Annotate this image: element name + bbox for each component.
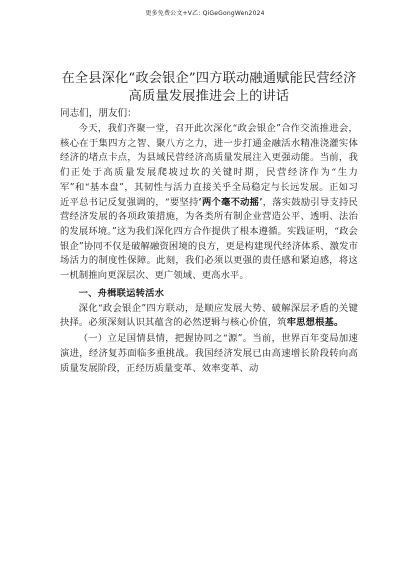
section-heading: 一、舟楫联运转活水 [78, 287, 165, 299]
salutation: 同志们，朋友们： [60, 108, 137, 119]
subsection-paragraph: （一）立足国情县情，把握协同之“源”。当前，世界百年变局加速演进，经济复苏面临多重挑战。我国经济发展已由高速增长阶段转向高质量发展阶段，正经历质量变革、效率变革、动 [60, 333, 358, 374]
header-note: 更多免费公文+V乙: QiGeGongWen2024 [145, 10, 265, 17]
document-title: 在全县深化“政会银企”四方联动融通赋能民营经济高质量发展推进会上的讲话 [61, 71, 357, 104]
intro-text-after: ，落实鼓励引导支持民营经济发展的各项政策措施，为各类所有制企业营造公平、透明、法治的发展环境。”这为我们深化四方合作提供了根本遵循。实践证明，“政会银企”协同不仅是破解融资困境的良方，更是构建现代经济体系、激发市场活力的制度性保障。此刻，我们必须以更强的责任感和紧迫感，将这一机制推向更深层次、更广领域、更高水平。 [60, 196, 359, 282]
intro-bold-phrase: ‘两个毫不动摇’ [198, 196, 263, 208]
section-paragraph [60, 302, 358, 331]
document-page [60, 70, 358, 376]
intro-paragraph [60, 122, 358, 284]
section-text-before: 深化“政会银企”四方联动，是顺应发展大势、破解深层矛盾的关键抉择。必须深刻认识其蕴含的必然逻辑与核心价值，筑 [60, 302, 358, 329]
intro-text-before: 今天，我们齐聚一堂，召开此次深化“政会银企”合作交流推进会，核心在于集四方之智、聚八方之力，进一步打通金融活水精准浇灌实体经济的堵点卡点，为县域民营经济高质量发展注入更强动能。当前，我们正处于高质量发展爬坡过坎的关键时期，民营经济作为“生力军”和“基本盘”，其韧性与活力直接关乎全局稳定与长远发展。正如习近平总书记反复强调的，“要坚持 [60, 123, 358, 208]
section-bold-phrase: 牢思想根基。 [286, 317, 344, 329]
